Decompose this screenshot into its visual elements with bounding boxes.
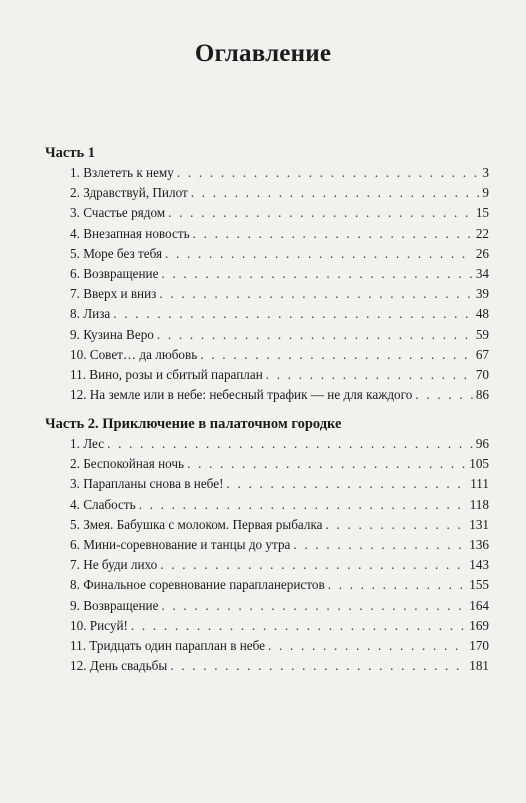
toc-entry-title: 4. Слабость <box>70 496 136 512</box>
toc-entry[interactable] <box>70 636 489 656</box>
part-1-heading: Часть 1 <box>45 145 95 161</box>
toc-entry[interactable] <box>70 385 489 405</box>
toc-entry-title: 6. Мини-соревнование и танцы до утра <box>70 536 291 552</box>
toc-entry-page: 26 <box>475 245 489 261</box>
toc-entry-title: 10. Рисуй! <box>70 617 128 633</box>
toc-entry-page: 86 <box>475 387 489 403</box>
toc-entry-page: 39 <box>475 286 489 302</box>
toc-entry-page: 15 <box>475 205 489 221</box>
toc-entry-title: 4. Внезапная новость <box>70 225 190 241</box>
leader-dots <box>161 264 472 284</box>
toc-entry-page: 67 <box>475 346 489 362</box>
leader-dots <box>157 325 473 345</box>
leader-dots <box>415 385 473 405</box>
toc-entry[interactable] <box>70 365 489 385</box>
toc-entry-page: 22 <box>475 225 489 241</box>
toc-entry-title: 3. Счастье рядом <box>70 205 166 221</box>
leader-dots <box>113 304 473 324</box>
toc-entry-title: 8. Финальное соревнование парапланеристов <box>70 577 325 593</box>
toc-entry[interactable] <box>70 555 489 575</box>
toc-entry[interactable] <box>70 535 489 555</box>
toc-entry-title: 2. Беспокойная ночь <box>70 456 185 472</box>
toc-entry[interactable] <box>70 325 489 345</box>
toc-entry-title: 5. Море без тебя <box>70 245 163 261</box>
toc-entry-page: 70 <box>475 366 489 382</box>
leader-dots <box>168 203 473 223</box>
toc-entry-title: 12. День свадьбы <box>70 658 168 674</box>
toc-entry[interactable] <box>70 304 489 324</box>
leader-dots <box>160 555 466 575</box>
leader-dots <box>226 474 467 494</box>
leader-dots <box>159 284 472 304</box>
leader-dots <box>266 365 473 385</box>
toc-entry-page: 136 <box>469 536 489 552</box>
toc-entry[interactable] <box>70 163 489 183</box>
toc-entry-page: 170 <box>469 637 489 653</box>
toc-entry-title: 9. Возвращение <box>70 597 159 613</box>
toc-entry-page: 181 <box>469 658 489 674</box>
toc-entry-page: 34 <box>475 265 489 281</box>
toc-entry[interactable] <box>70 495 489 515</box>
toc-entry-title: 11. Тридцать один параплан в небе <box>70 637 266 653</box>
toc-entry[interactable] <box>70 183 489 203</box>
toc-entry[interactable] <box>70 515 489 535</box>
leader-dots <box>328 575 467 595</box>
toc-entry-title: 9. Кузина Веро <box>70 326 154 342</box>
toc-entry-title: 3. Парапланы снова в небе! <box>70 476 224 492</box>
toc-entry[interactable] <box>70 284 489 304</box>
toc-entry-page: 169 <box>469 617 489 633</box>
toc-entry[interactable] <box>70 616 489 636</box>
toc-entry-page: 131 <box>469 516 489 532</box>
leader-dots <box>187 454 466 474</box>
toc-entry-title: 2. Здравствуй, Пилот <box>70 185 188 201</box>
toc-entry-page: 111 <box>470 476 489 492</box>
toc-entry[interactable] <box>70 345 489 365</box>
toc-entry-title: 11. Вино, розы и сбитый параплан <box>70 366 263 382</box>
toc-entry-title: 5. Змея. Бабушка с молоком. Первая рыбалка <box>70 516 323 532</box>
leader-dots <box>170 656 466 676</box>
toc-entry-page: 118 <box>469 496 489 512</box>
leader-dots <box>326 515 467 535</box>
toc-entry-page: 96 <box>475 436 489 451</box>
page-title: Оглавление <box>194 40 332 67</box>
leader-dots <box>191 183 480 203</box>
toc-entry[interactable] <box>70 244 489 264</box>
leader-dots <box>161 596 466 616</box>
leader-dots <box>193 224 473 244</box>
leader-dots <box>293 535 466 555</box>
toc-entry[interactable] <box>70 656 489 676</box>
toc-entry-title: 1. Взлететь к нему <box>70 165 174 180</box>
toc-entry-title: 7. Вверх и вниз <box>70 286 157 302</box>
toc-entry-title: 6. Возвращение <box>70 265 159 281</box>
toc-entry[interactable] <box>70 596 489 616</box>
toc-entry[interactable] <box>70 575 489 595</box>
toc-entry-page: 105 <box>469 456 489 472</box>
toc-entry[interactable] <box>70 224 489 244</box>
toc-entry[interactable] <box>70 264 489 284</box>
toc-entry-page: 3 <box>482 165 489 180</box>
toc-entry-page: 48 <box>475 306 489 322</box>
toc-entry-title: 10. Совет… да любовь <box>70 346 198 362</box>
leader-dots <box>200 345 473 365</box>
toc-entry[interactable] <box>70 474 489 494</box>
toc-entry-page: 143 <box>469 557 489 573</box>
leader-dots <box>165 244 473 264</box>
toc-entry-page: 9 <box>482 185 489 201</box>
toc-entry[interactable] <box>70 434 489 454</box>
part-1-entries <box>70 163 489 405</box>
toc-entry-title: 12. На земле или в небе: небесный трафик — не для каждого <box>70 387 413 403</box>
toc-entry-title: 1. Лес <box>70 436 105 451</box>
leader-dots <box>139 495 467 515</box>
toc-entry[interactable] <box>70 203 489 223</box>
toc-entry-page: 59 <box>475 326 489 342</box>
toc-entry-title: 8. Лиза <box>70 306 111 322</box>
leader-dots <box>268 636 466 656</box>
toc-entry-title: 7. Не буди лихо <box>70 557 158 573</box>
leader-dots <box>131 616 466 636</box>
part-2-entries <box>70 434 489 676</box>
part-2-heading: Часть 2. Приключение в палаточном городке <box>45 416 342 432</box>
leader-dots <box>107 434 473 454</box>
toc-entry[interactable] <box>70 454 489 474</box>
toc-entry-page: 155 <box>469 577 489 593</box>
toc-entry-page: 164 <box>469 597 489 613</box>
leader-dots <box>177 163 480 183</box>
